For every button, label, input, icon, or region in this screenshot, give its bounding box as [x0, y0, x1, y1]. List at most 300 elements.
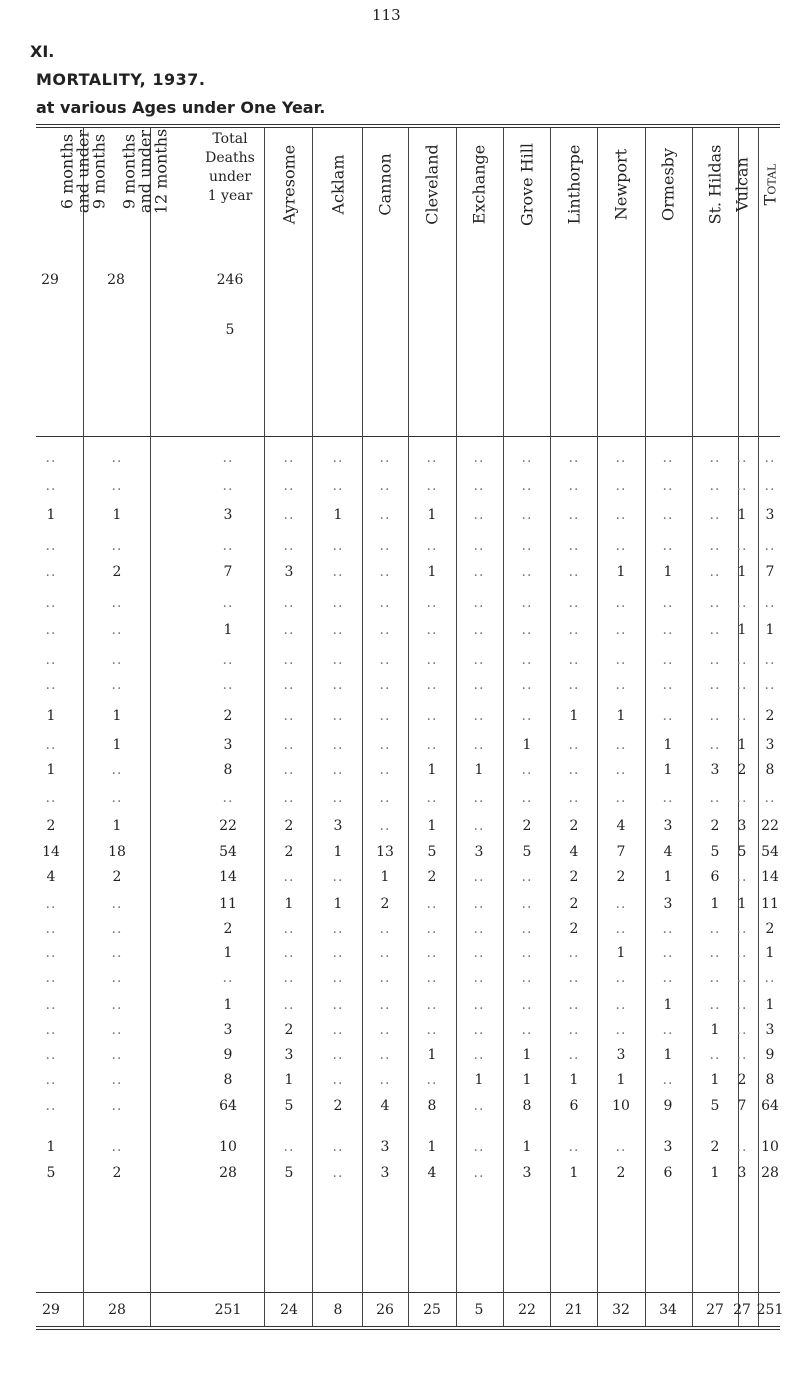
table-cell: .. — [332, 538, 344, 554]
table-cell: .. — [615, 450, 627, 466]
table-cell: .. — [662, 450, 674, 466]
table-cell: .. — [568, 595, 580, 611]
table-cell: .. — [709, 708, 721, 724]
table-cell: 1 — [46, 762, 56, 778]
table-cell: .. — [45, 896, 57, 912]
column-divider — [550, 128, 551, 1326]
table-cell: 28 — [219, 1165, 237, 1181]
table-cell: .. — [45, 945, 57, 961]
table-cell: 8 — [427, 1098, 437, 1114]
table-cell: .. — [736, 970, 748, 986]
table-cell: .. — [379, 622, 391, 638]
table-cell: .. — [45, 970, 57, 986]
table-cell: 2 — [737, 1072, 747, 1088]
table-cell: .. — [222, 652, 234, 668]
table-cell: .. — [736, 652, 748, 668]
table-cell: 2 — [427, 869, 437, 885]
header-total-line2: Deaths — [205, 150, 255, 166]
table-cell: .. — [111, 945, 123, 961]
table-cell: .. — [426, 478, 438, 494]
table-cell: .. — [283, 790, 295, 806]
table-cell: .. — [662, 945, 674, 961]
table-cell: .. — [379, 997, 391, 1013]
table-cell: .. — [662, 921, 674, 937]
table-cell: 2 — [616, 1165, 626, 1181]
table-cell: 3 — [663, 818, 673, 834]
table-cell: 8 — [223, 1072, 233, 1088]
table-cell: .. — [222, 538, 234, 554]
table-cell: 5 — [46, 1165, 56, 1181]
table-cell: 2 — [737, 762, 747, 778]
table-cell: 1 — [427, 507, 437, 523]
table-cell: .. — [222, 450, 234, 466]
table-cell: 5 — [427, 844, 437, 860]
table-cell: .. — [521, 945, 533, 961]
table-cell: .. — [426, 997, 438, 1013]
table-cell: .. — [426, 677, 438, 693]
table-subtitle: at various Ages under One Year. — [36, 98, 326, 117]
table-cell: .. — [426, 622, 438, 638]
table-cell: .. — [615, 1139, 627, 1155]
table-cell: 2 — [710, 1139, 720, 1155]
table-cell: 1 — [522, 1047, 532, 1063]
table-cell: .. — [521, 970, 533, 986]
page-number: 113 — [372, 6, 401, 24]
table-cell: .. — [521, 622, 533, 638]
table-cell: .. — [473, 818, 485, 834]
table-cell: .. — [426, 595, 438, 611]
table-cell: .. — [426, 538, 438, 554]
table-cell: 1 — [710, 1072, 720, 1088]
table-cell: .. — [426, 790, 438, 806]
table-cell: .. — [568, 652, 580, 668]
table-cell: 10 — [219, 1139, 237, 1155]
table-cell: .. — [615, 677, 627, 693]
table-cell: .. — [709, 677, 721, 693]
table-cell: .. — [764, 652, 776, 668]
table-cell: .. — [426, 921, 438, 937]
table-cell: 1 — [284, 896, 294, 912]
table-cell: .. — [568, 790, 580, 806]
table-cell: .. — [662, 1022, 674, 1038]
table-cell: 14 — [42, 844, 60, 860]
table-cell: 3 — [737, 1165, 747, 1181]
table-cell: .. — [379, 970, 391, 986]
table-cell: .. — [662, 677, 674, 693]
table-cell: .. — [662, 1072, 674, 1088]
table-cell: .. — [45, 622, 57, 638]
table-cell: .. — [45, 595, 57, 611]
table-cell: .. — [283, 595, 295, 611]
table-cell: 8 — [223, 762, 233, 778]
table-cell: .. — [45, 478, 57, 494]
table-cell: 1 — [522, 737, 532, 753]
table-cell: 1 — [112, 708, 122, 724]
table-cell: 11 — [219, 896, 237, 912]
table-cell: .. — [283, 652, 295, 668]
total-cell: 251 — [756, 1302, 784, 1318]
table-cell: .. — [473, 970, 485, 986]
table-cell: .. — [764, 595, 776, 611]
table-cell: .. — [379, 1022, 391, 1038]
table-cell: 1 — [333, 507, 343, 523]
table-cell: 7 — [765, 564, 775, 580]
table-cell: 3 — [380, 1139, 390, 1155]
table-cell: 1 — [663, 869, 673, 885]
table-cell: 1 — [522, 1072, 532, 1088]
table-cell: .. — [283, 945, 295, 961]
table-cell: .. — [332, 564, 344, 580]
table-cell: .. — [379, 790, 391, 806]
table-cell: .. — [379, 595, 391, 611]
table-cell: 5 — [284, 1098, 294, 1114]
table-cell: 1 — [710, 1165, 720, 1181]
table-cell: .. — [379, 921, 391, 937]
table-cell: .. — [426, 1072, 438, 1088]
table-cell: 8 — [522, 1098, 532, 1114]
header-9-12-line3: 12 months — [151, 128, 171, 215]
table-cell: .. — [615, 478, 627, 494]
table-cell: .. — [111, 790, 123, 806]
table-cell: 1 — [710, 896, 720, 912]
table-cell: 4 — [380, 1098, 390, 1114]
table-cell: .. — [111, 677, 123, 693]
table-cell: .. — [764, 677, 776, 693]
table-cell: 1 — [737, 737, 747, 753]
table-cell: 2 — [333, 1098, 343, 1114]
table-cell: .. — [568, 1022, 580, 1038]
table-cell: 2 — [284, 844, 294, 860]
header-6-9-line1: 6 months — [57, 133, 77, 210]
table-cell: 8 — [765, 762, 775, 778]
table-cell: 1 — [765, 997, 775, 1013]
table-cell: .. — [473, 997, 485, 1013]
table-cell: .. — [521, 762, 533, 778]
table-cell: 5 — [710, 844, 720, 860]
table-cell: .. — [111, 1072, 123, 1088]
table-cell: .. — [568, 622, 580, 638]
table-cell: .. — [379, 1047, 391, 1063]
table-cell: .. — [45, 790, 57, 806]
header-9-12-line2: and under — [135, 129, 155, 214]
table-cell: .. — [45, 1047, 57, 1063]
table-cell: .. — [332, 478, 344, 494]
table-cell: .. — [662, 478, 674, 494]
table-cell: .. — [379, 677, 391, 693]
table-cell: 13 — [376, 844, 394, 860]
total-cell: 34 — [659, 1302, 677, 1318]
table-cell: 9 — [223, 1047, 233, 1063]
table-cell: .. — [332, 677, 344, 693]
header-ward-total: Total — [760, 163, 780, 206]
table-cell: .. — [662, 622, 674, 638]
table-cell: .. — [521, 507, 533, 523]
table-cell: .. — [111, 1047, 123, 1063]
table-cell: .. — [111, 652, 123, 668]
table-cell: 2 — [46, 818, 56, 834]
table-cell: 5 — [522, 844, 532, 860]
table-cell: 2 — [380, 896, 390, 912]
table-cell: .. — [45, 538, 57, 554]
table-cell: .. — [709, 538, 721, 554]
total-cell: 29 — [42, 1302, 60, 1318]
table-cell: 14 — [219, 869, 237, 885]
table-cell: 1 — [663, 997, 673, 1013]
table-cell: .. — [521, 997, 533, 1013]
table-cell: 6 — [663, 1165, 673, 1181]
table-cell: .. — [709, 737, 721, 753]
table-cell: .. — [111, 1098, 123, 1114]
table-cell: 1 — [522, 1139, 532, 1155]
table-cell: .. — [521, 790, 533, 806]
table-cell: .. — [568, 970, 580, 986]
table-cell: 10 — [612, 1098, 630, 1114]
table-cell: .. — [426, 1022, 438, 1038]
table-cell: .. — [736, 1047, 748, 1063]
table-cell: .. — [662, 507, 674, 523]
column-divider — [408, 128, 409, 1326]
table-cell: .. — [45, 677, 57, 693]
table-cell: 1 — [663, 762, 673, 778]
table-cell: .. — [222, 677, 234, 693]
table-cell: 1 — [569, 708, 579, 724]
table-cell: .. — [283, 1139, 295, 1155]
table-cell: .. — [111, 1022, 123, 1038]
table-cell: 1 — [112, 737, 122, 753]
table-cell: .. — [568, 507, 580, 523]
table-cell: 1 — [765, 945, 775, 961]
table-cell: 64 — [761, 1098, 779, 1114]
table-cell: 4 — [427, 1165, 437, 1181]
table-cell: 2 — [284, 1022, 294, 1038]
table-cell: .. — [568, 564, 580, 580]
table-cell: .. — [473, 1165, 485, 1181]
table-cell: .. — [764, 970, 776, 986]
table-cell: .. — [709, 1047, 721, 1063]
table-cell: 3 — [223, 737, 233, 753]
table-cell: .. — [473, 622, 485, 638]
table-cell: .. — [736, 450, 748, 466]
table-cell: .. — [332, 1072, 344, 1088]
table-cell: .. — [379, 945, 391, 961]
table-cell: .. — [473, 896, 485, 912]
table-cell: 11 — [761, 896, 779, 912]
table-cell: 3 — [522, 1165, 532, 1181]
table-cell: .. — [379, 708, 391, 724]
table-cell: .. — [736, 921, 748, 937]
table-cell: 4 — [616, 818, 626, 834]
table-cell: .. — [426, 970, 438, 986]
table-cell: .. — [111, 1139, 123, 1155]
table-cell: .. — [45, 997, 57, 1013]
table-cell: 1 — [46, 507, 56, 523]
table-cell: .. — [426, 708, 438, 724]
table-cell: .. — [473, 677, 485, 693]
table-cell: .. — [379, 478, 391, 494]
table-cell: 2 — [569, 869, 579, 885]
table-cell: .. — [283, 869, 295, 885]
table-cell: .. — [615, 921, 627, 937]
table-cell: .. — [662, 538, 674, 554]
column-divider — [692, 128, 693, 1326]
table-cell: .. — [283, 622, 295, 638]
table-cell: 3 — [663, 896, 673, 912]
table-cell: 2 — [616, 869, 626, 885]
table-cell: .. — [709, 921, 721, 937]
table-cell: .. — [332, 652, 344, 668]
table-cell: .. — [615, 622, 627, 638]
table-cell: 1 — [46, 1139, 56, 1155]
table-cell: .. — [521, 450, 533, 466]
table-cell: .. — [662, 708, 674, 724]
header-total-line3: under — [209, 169, 251, 185]
table-cell: .. — [473, 790, 485, 806]
header-num-6-9: 29 — [41, 272, 59, 288]
table-cell: 9 — [765, 1047, 775, 1063]
table-cell: .. — [45, 564, 57, 580]
table-cell: 1 — [737, 622, 747, 638]
table-cell: .. — [615, 997, 627, 1013]
table-cell: 2 — [569, 921, 579, 937]
table-cell: .. — [473, 1047, 485, 1063]
table-cell: 3 — [765, 737, 775, 753]
table-cell: .. — [473, 538, 485, 554]
table-cell: .. — [332, 1165, 344, 1181]
table-cell: .. — [764, 790, 776, 806]
table-cell: 3 — [474, 844, 484, 860]
table-cell: .. — [736, 677, 748, 693]
table-cell: 2 — [223, 708, 233, 724]
table-cell: 3 — [223, 1022, 233, 1038]
table-cell: .. — [45, 652, 57, 668]
table-cell: .. — [615, 790, 627, 806]
header-ward-linthorpe: Linthorpe — [564, 144, 584, 225]
table-cell: 7 — [616, 844, 626, 860]
table-cell: 3 — [333, 818, 343, 834]
table-cell: 1 — [616, 945, 626, 961]
table-cell: .. — [332, 790, 344, 806]
table-cell: .. — [615, 507, 627, 523]
table-cell: 2 — [223, 921, 233, 937]
table-cell: .. — [379, 564, 391, 580]
table-cell: 1 — [427, 1047, 437, 1063]
table-cell: .. — [473, 869, 485, 885]
table-title: MORTALITY, 1937. — [36, 70, 206, 89]
table-cell: 2 — [569, 896, 579, 912]
table-cell: 2 — [522, 818, 532, 834]
table-cell: .. — [709, 478, 721, 494]
table-cell: .. — [283, 970, 295, 986]
table-cell: 2 — [569, 818, 579, 834]
table-cell: .. — [521, 921, 533, 937]
header-6-9-line3: 9 months — [89, 133, 109, 210]
table-cell: .. — [332, 1139, 344, 1155]
table-cell: .. — [283, 997, 295, 1013]
table-cell: 3 — [765, 507, 775, 523]
table-cell: 1 — [474, 762, 484, 778]
header-num-total: 246 — [216, 272, 244, 288]
column-divider — [597, 128, 598, 1326]
table-cell: .. — [615, 896, 627, 912]
total-cell: 8 — [333, 1302, 343, 1318]
column-divider — [83, 128, 84, 1326]
header-ward-cannon: Cannon — [375, 153, 395, 216]
table-cell: .. — [45, 1098, 57, 1114]
table-cell: 2 — [765, 921, 775, 937]
bottom-rule — [36, 1326, 780, 1327]
table-cell: .. — [736, 945, 748, 961]
table-cell: .. — [662, 970, 674, 986]
table-cell: 5 — [737, 844, 747, 860]
table-cell: .. — [521, 652, 533, 668]
table-cell: .. — [332, 970, 344, 986]
table-cell: .. — [379, 737, 391, 753]
header-total-deaths — [200, 130, 260, 206]
table-cell: 1 — [223, 945, 233, 961]
table-cell: .. — [111, 622, 123, 638]
table-cell: .. — [111, 762, 123, 778]
table-cell: .. — [379, 507, 391, 523]
header-ward-ayresome: Ayresome — [279, 144, 299, 225]
header-6-9-line2: and under — [73, 129, 93, 214]
table-cell: .. — [473, 478, 485, 494]
table-cell: .. — [473, 450, 485, 466]
table-cell: .. — [473, 945, 485, 961]
table-cell: 2 — [765, 708, 775, 724]
table-cell: .. — [283, 708, 295, 724]
table-cell: .. — [379, 652, 391, 668]
table-cell: 1 — [616, 708, 626, 724]
table-cell: .. — [426, 737, 438, 753]
table-cell: .. — [332, 1047, 344, 1063]
table-cell: .. — [222, 478, 234, 494]
table-cell: .. — [736, 708, 748, 724]
table-cell: .. — [426, 652, 438, 668]
total-cell: 26 — [376, 1302, 394, 1318]
table-cell: .. — [379, 818, 391, 834]
table-cell: .. — [111, 538, 123, 554]
table-cell: 1 — [112, 507, 122, 523]
table-cell: .. — [615, 737, 627, 753]
table-cell: .. — [473, 507, 485, 523]
table-cell: .. — [473, 1139, 485, 1155]
table-cell: .. — [521, 869, 533, 885]
table-cell: .. — [332, 708, 344, 724]
table-cell: .. — [568, 1139, 580, 1155]
table-cell: .. — [473, 708, 485, 724]
table-cell: .. — [283, 762, 295, 778]
table-cell: .. — [111, 595, 123, 611]
table-cell: .. — [473, 564, 485, 580]
table-cell: 3 — [380, 1165, 390, 1181]
table-cell: .. — [332, 1022, 344, 1038]
header-total-line4: 1 year — [207, 188, 253, 204]
table-cell: .. — [111, 478, 123, 494]
table-cell: 2 — [112, 564, 122, 580]
table-cell: 1 — [474, 1072, 484, 1088]
table-cell: 2 — [112, 869, 122, 885]
table-cell: 3 — [284, 564, 294, 580]
table-cell: .. — [332, 921, 344, 937]
table-cell: 6 — [569, 1098, 579, 1114]
table-cell: .. — [111, 970, 123, 986]
table-cell: .. — [222, 970, 234, 986]
total-cell: 28 — [108, 1302, 126, 1318]
table-cell: 18 — [108, 844, 126, 860]
table-cell: .. — [736, 478, 748, 494]
table-cell: 4 — [569, 844, 579, 860]
column-divider — [362, 128, 363, 1326]
